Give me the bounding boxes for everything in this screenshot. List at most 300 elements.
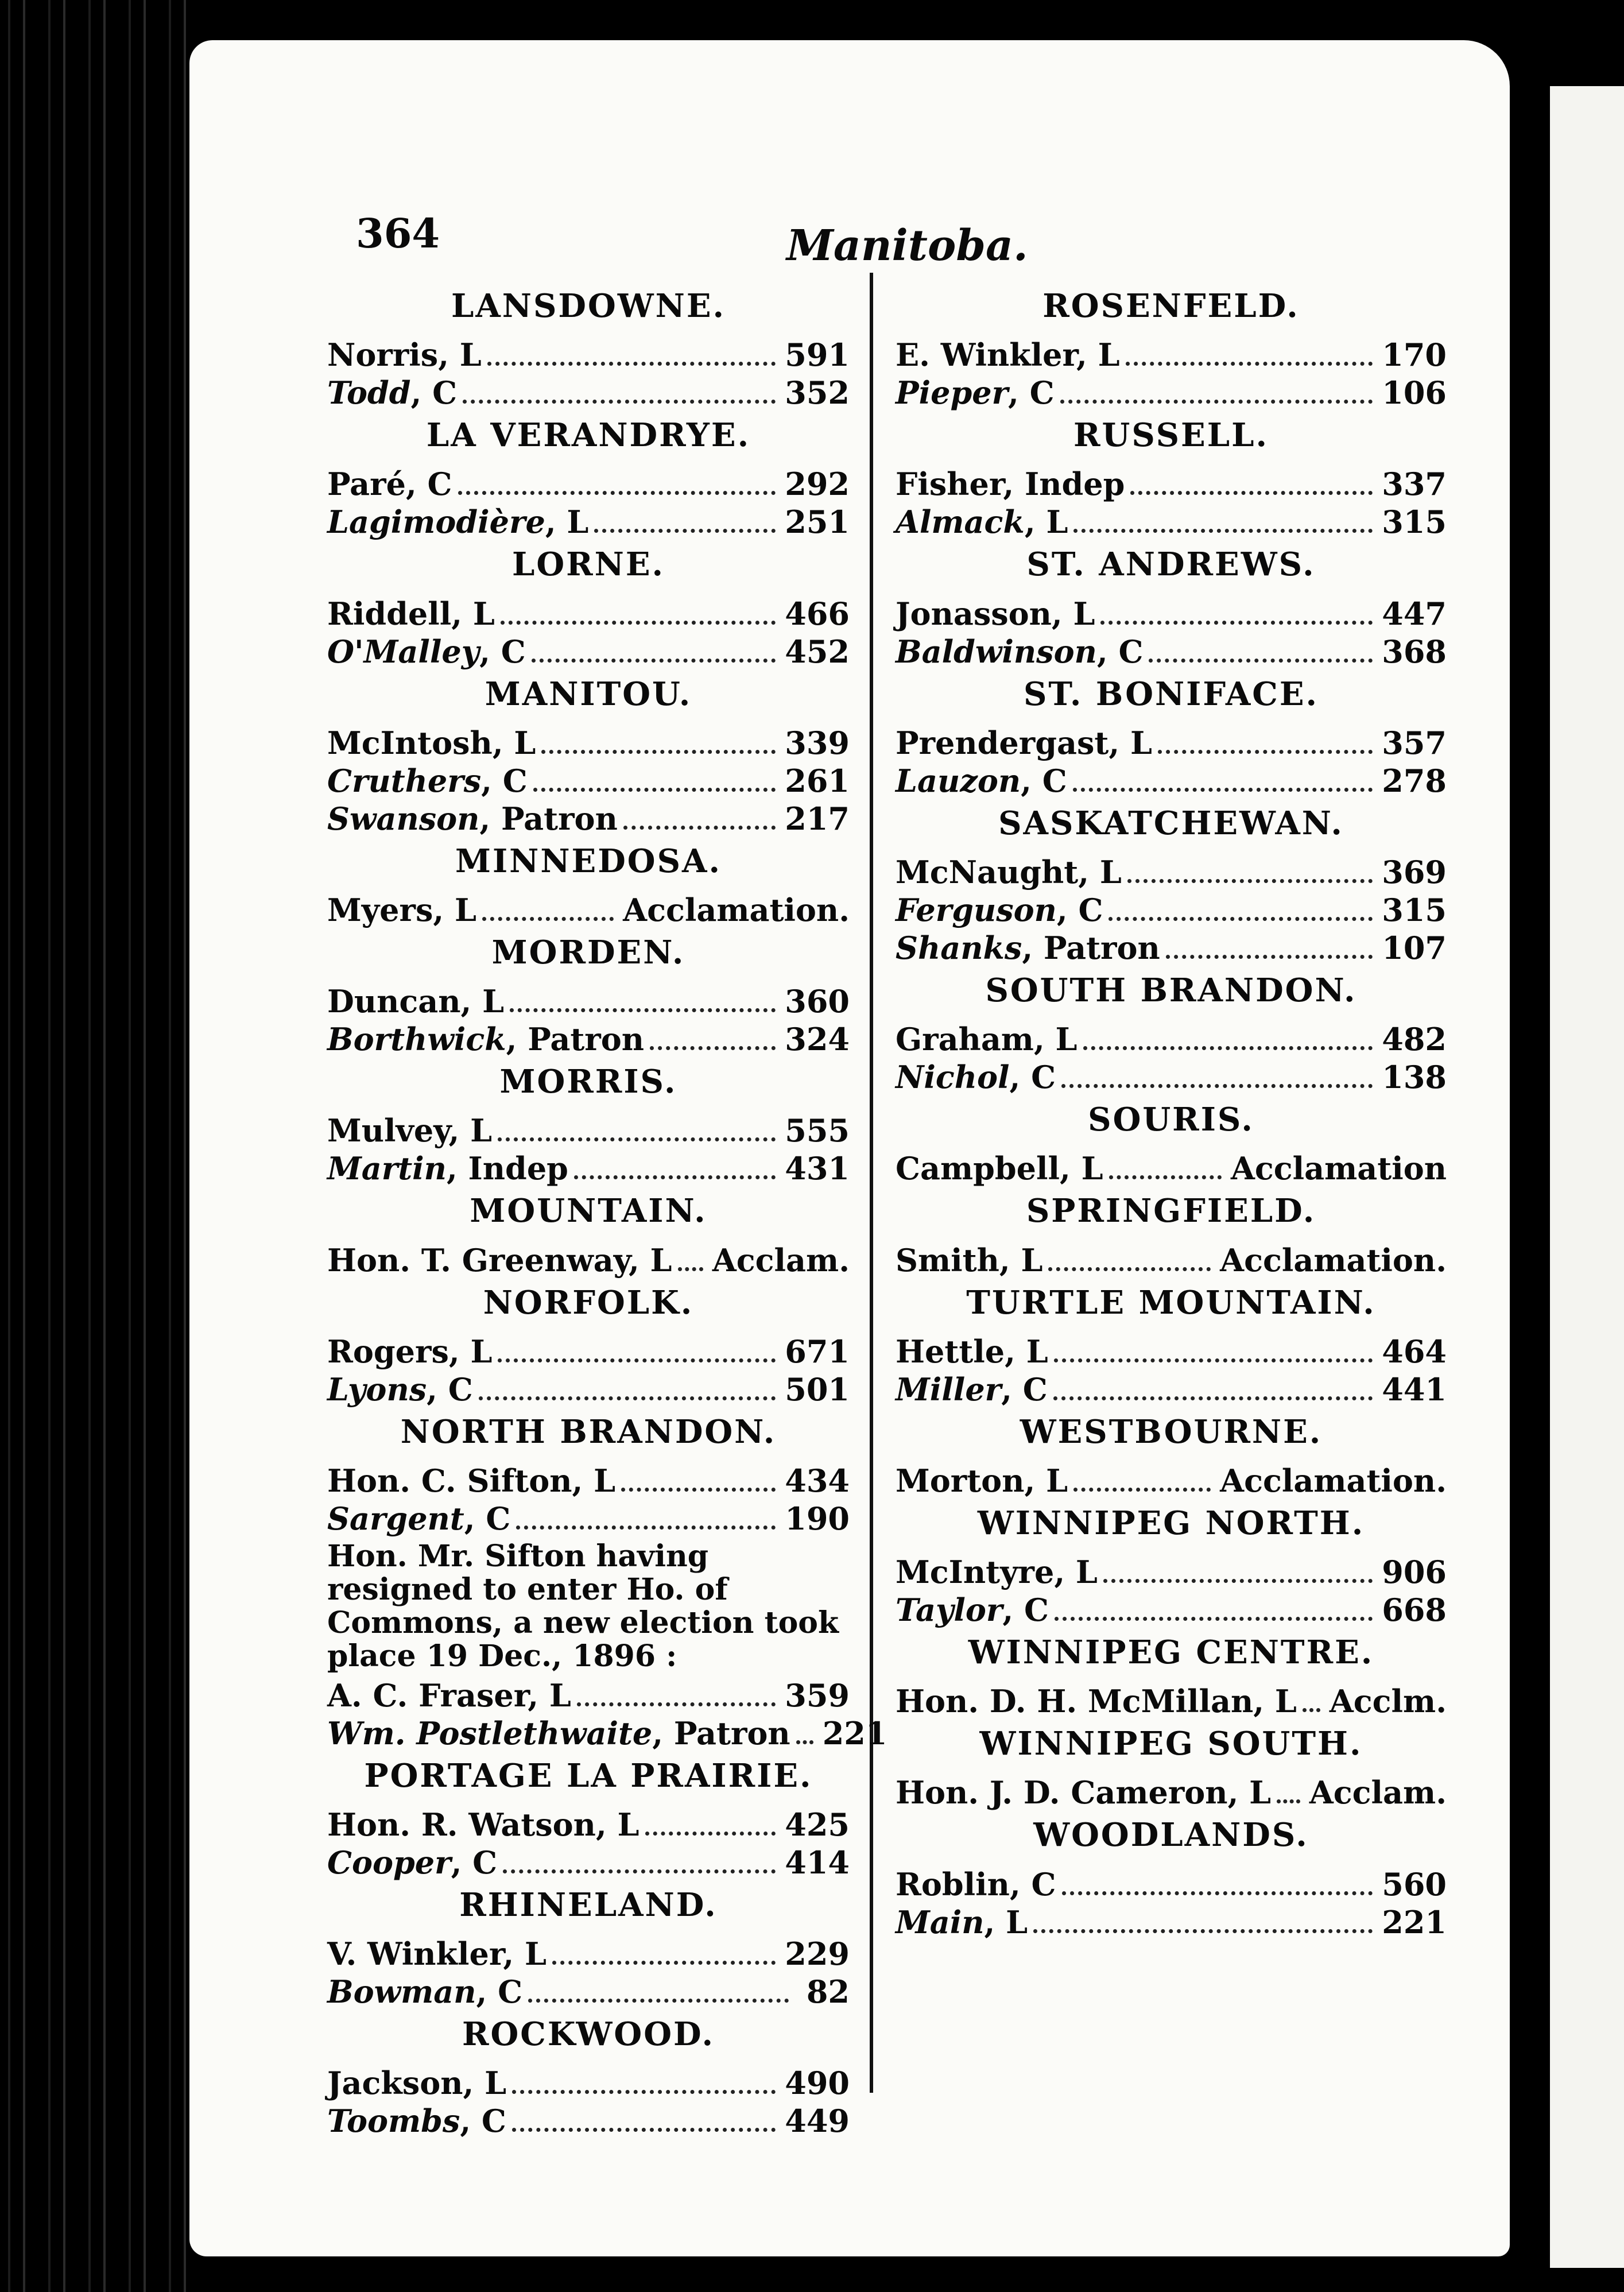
constituency-title: RHINELAND.	[459, 1886, 718, 1925]
vote-count: 339	[785, 724, 850, 761]
candidate-entry	[327, 1112, 850, 1149]
candidate-surname: Baldwinson	[896, 633, 1097, 670]
candidate-party: , L	[545, 504, 589, 541]
candidate-surname: Main	[896, 1903, 985, 1941]
constituency-section	[896, 804, 1447, 967]
candidate-name	[896, 891, 1103, 929]
candidate-name	[327, 1112, 492, 1149]
column-divider	[870, 273, 873, 2093]
dot-leader	[1303, 1708, 1320, 1712]
candidate-party: , C	[1096, 633, 1144, 670]
vote-count: 352	[785, 374, 850, 412]
constituency-section	[327, 545, 850, 670]
candidate-name	[896, 1241, 1042, 1279]
candidate-surname: E. Winkler	[896, 336, 1077, 374]
vote-count: 671	[785, 1333, 850, 1370]
vote-count: 229	[785, 1935, 850, 1973]
right-column	[896, 287, 1447, 1946]
candidate-party: , C	[479, 633, 526, 670]
constituency-section	[327, 1284, 850, 1408]
candidate-surname: Cooper	[327, 1844, 451, 1881]
vote-count: 452	[785, 633, 850, 670]
dot-leader	[482, 917, 614, 921]
vote-count: Acclamation.	[623, 891, 850, 928]
constituency-title: MOUNTAIN.	[470, 1192, 707, 1230]
candidate-name	[896, 1774, 1271, 1811]
vote-count: 251	[785, 504, 850, 541]
dot-leader	[541, 750, 776, 754]
candidate-entry	[327, 1973, 850, 2011]
candidate-name	[327, 1714, 790, 1752]
candidate-party: , L	[1033, 1021, 1078, 1058]
constituency-title: SOURIS.	[1088, 1101, 1254, 1139]
candidate-name	[327, 503, 588, 541]
candidate-party: , L	[1108, 724, 1152, 761]
dot-leader	[552, 1961, 776, 1965]
dot-leader	[1149, 659, 1373, 663]
candidate-surname: Sargent	[327, 1500, 464, 1537]
candidate-name	[327, 1149, 568, 1187]
constituency-section	[327, 2015, 850, 2140]
candidate-surname: McIntyre	[896, 1554, 1055, 1591]
candidate-name	[327, 465, 452, 503]
candidate-entry	[327, 1462, 850, 1500]
constituency-section	[896, 1101, 1447, 1187]
candidate-surname: Shanks	[896, 929, 1022, 966]
candidate-party: , L	[451, 595, 495, 632]
candidate-name	[896, 1903, 1028, 1941]
vote-count: 82	[806, 1973, 850, 2011]
candidate-party: , C	[451, 1844, 498, 1881]
vote-count: Acclamation	[1230, 1150, 1447, 1187]
candidate-name	[327, 374, 457, 412]
candidate-surname: Lagimodière	[327, 504, 545, 541]
candidate-surname: Ferguson	[896, 891, 1057, 928]
candidate-party: , L	[1253, 1683, 1297, 1720]
dot-leader	[1103, 1579, 1373, 1583]
candidate-name	[327, 1677, 571, 1714]
candidate-party: , C	[427, 1370, 473, 1408]
candidate-name	[896, 1462, 1068, 1500]
vote-count: 482	[1382, 1021, 1447, 1058]
candidate-party: , L	[999, 1241, 1043, 1279]
candidate-surname: Pieper	[896, 374, 1009, 412]
candidate-surname: Hon. R. Watson	[327, 1806, 596, 1844]
vote-count: 360	[785, 983, 850, 1020]
constituency-section	[896, 675, 1447, 800]
candidate-name	[327, 1935, 546, 1973]
candidate-surname: V. Winkler	[327, 1935, 503, 1973]
candidate-name	[327, 1020, 644, 1058]
candidate-party: , L	[1078, 853, 1122, 891]
dot-leader	[1054, 1358, 1373, 1362]
candidate-name	[896, 1591, 1049, 1629]
constituency-section	[327, 287, 850, 412]
candidate-name	[327, 595, 495, 633]
running-title: Manitoba.	[786, 221, 1028, 270]
candidate-party: , C	[1008, 374, 1055, 412]
candidate-surname: Bowman	[327, 1973, 476, 2011]
vote-count: 138	[1382, 1059, 1447, 1096]
constituency-title: RUSSELL.	[1073, 416, 1269, 455]
dot-leader	[503, 1869, 776, 1873]
dot-leader	[621, 1488, 776, 1492]
constituency-title: WINNIPEG CENTRE.	[968, 1633, 1374, 1672]
candidate-name	[327, 1500, 510, 1538]
book-spine	[0, 0, 189, 2292]
candidate-surname: A. C. Fraser	[327, 1677, 528, 1714]
vote-count: 425	[785, 1806, 850, 1844]
candidate-entry	[327, 633, 850, 671]
vote-count: 466	[785, 595, 850, 632]
candidate-party: , C	[1009, 1865, 1056, 1903]
candidate-party: , L	[463, 2065, 507, 2102]
dot-leader	[1126, 362, 1373, 366]
constituency-section	[327, 842, 850, 929]
candidate-entry	[896, 929, 1447, 967]
candidate-name	[327, 982, 504, 1020]
vote-count: 170	[1382, 336, 1447, 374]
candidate-party: , C	[464, 1500, 511, 1537]
candidate-party: , L	[1005, 1333, 1048, 1370]
candidate-name	[327, 891, 476, 929]
candidate-entry	[896, 1333, 1447, 1370]
dot-leader	[1108, 917, 1373, 921]
candidate-party: , C	[1021, 762, 1067, 799]
candidate-surname: Riddell	[327, 595, 452, 632]
candidate-party: , L	[628, 1241, 672, 1279]
candidate-surname: Lauzon	[896, 762, 1021, 799]
dot-leader	[1062, 1891, 1373, 1895]
candidate-party: , L	[1024, 504, 1068, 541]
vote-count: 107	[1382, 929, 1447, 966]
candidate-entry	[327, 762, 850, 800]
candidate-surname: McIntosh	[327, 724, 493, 761]
candidate-name	[896, 633, 1143, 671]
constituency-title: SOUTH BRANDON.	[985, 971, 1357, 1009]
candidate-entry	[327, 1677, 850, 1714]
candidate-party: , L	[1051, 595, 1095, 632]
dot-leader	[1048, 1267, 1211, 1271]
dot-leader	[1083, 1046, 1373, 1050]
candidate-surname: Roblin	[896, 1865, 1010, 1903]
candidate-surname: Hon. C. Sifton	[327, 1462, 572, 1499]
candidate-name	[327, 1333, 492, 1370]
constituency-title: ST. ANDREWS.	[1026, 545, 1316, 584]
constituency-title: SPRINGFIELD.	[1026, 1192, 1316, 1230]
candidate-entry	[896, 595, 1447, 633]
constituency-section	[896, 1284, 1447, 1408]
candidate-party: , L	[433, 891, 476, 928]
candidate-surname: Hon. J. D. Cameron	[896, 1774, 1228, 1811]
dot-leader	[1033, 1929, 1373, 1933]
vote-count: 221	[822, 1714, 887, 1752]
constituency-section	[896, 1816, 1447, 1941]
candidate-surname: Myers	[327, 891, 433, 928]
candidate-surname: Swanson	[327, 800, 480, 837]
candidate-name	[896, 1865, 1056, 1903]
constituency-title: LORNE.	[511, 545, 665, 584]
constituency-section	[327, 1063, 850, 1187]
candidate-entry	[327, 1370, 850, 1408]
candidate-entry	[896, 503, 1447, 541]
election-note: Hon. Mr. Sifton having resigned to enter Ho. of Commons, a new election took place 19 Dec., 1896 :	[327, 1538, 839, 1674]
vote-count: 278	[1382, 762, 1447, 799]
candidate-name	[327, 800, 618, 838]
candidate-party: , L	[448, 1333, 493, 1370]
candidate-entry	[896, 374, 1447, 412]
candidate-surname: Toombs	[327, 2103, 460, 2140]
candidate-surname: Norris	[327, 336, 439, 374]
candidate-name	[327, 633, 526, 671]
candidate-entry	[896, 724, 1447, 762]
dot-leader	[574, 1175, 776, 1179]
constituency-section	[327, 1192, 850, 1279]
vote-count: 315	[1382, 891, 1447, 928]
book-page	[189, 40, 1510, 2256]
dot-leader	[528, 1999, 789, 2003]
dot-leader	[1166, 955, 1373, 959]
vote-count: Acclam.	[712, 1241, 850, 1279]
candidate-name	[896, 1682, 1297, 1720]
candidate-entry	[327, 336, 850, 374]
dot-leader	[577, 1702, 776, 1706]
vote-count: 221	[1382, 1903, 1447, 1941]
candidate-name	[327, 336, 482, 374]
candidate-party: , L	[1227, 1774, 1272, 1811]
candidate-name	[896, 1020, 1078, 1058]
candidate-entry	[327, 2102, 850, 2140]
vote-count: Acclm.	[1329, 1683, 1447, 1720]
candidate-entry	[327, 1714, 887, 1752]
candidate-party: , Patron	[652, 1714, 790, 1752]
dot-leader	[479, 1396, 776, 1400]
vote-count: 464	[1382, 1333, 1447, 1370]
dot-leader	[533, 788, 776, 792]
vote-count: 555	[785, 1112, 850, 1149]
dot-leader	[1127, 879, 1373, 883]
dot-leader	[1053, 1396, 1373, 1400]
dot-leader	[1073, 788, 1373, 792]
constituency-section	[327, 1886, 850, 2011]
candidate-surname: Campbell	[896, 1150, 1060, 1187]
candidate-party: , C	[460, 2103, 506, 2140]
candidate-name	[896, 762, 1067, 800]
constituency-section	[896, 287, 1447, 412]
candidate-name	[896, 336, 1120, 374]
candidate-surname: Jackson	[327, 2065, 463, 2102]
candidate-entry	[896, 1553, 1447, 1591]
candidate-party: , L	[460, 983, 505, 1020]
candidate-entry	[327, 800, 850, 838]
constituency-section	[896, 1192, 1447, 1279]
candidate-party: , L	[984, 1903, 1028, 1941]
candidate-party: , L	[492, 724, 536, 761]
candidate-surname: Nichol	[896, 1059, 1010, 1096]
constituency-title: SASKATCHEWAN.	[998, 804, 1344, 842]
candidate-entry	[327, 982, 850, 1020]
dot-leader	[623, 826, 776, 830]
constituency-title: MINNEDOSA.	[455, 842, 722, 880]
vote-count: 591	[785, 336, 850, 374]
constituency-section	[327, 675, 850, 838]
constituency-title: ROCKWOOD.	[462, 2015, 715, 2054]
left-column	[327, 287, 887, 2144]
dot-leader	[650, 1046, 776, 1050]
candidate-name	[896, 1553, 1098, 1591]
constituency-section	[896, 1504, 1447, 1629]
dot-leader	[498, 1358, 776, 1362]
vote-count: 261	[785, 762, 850, 799]
vote-count: 217	[785, 800, 850, 837]
candidate-name	[896, 929, 1160, 967]
dot-leader	[1055, 1617, 1373, 1621]
candidate-name	[327, 1370, 473, 1408]
candidate-party: , C	[1056, 891, 1103, 928]
candidate-entry	[327, 465, 850, 503]
candidate-surname: Almack	[896, 504, 1025, 541]
candidate-party: , Patron	[479, 800, 618, 837]
dot-leader	[512, 2090, 776, 2094]
vote-count: 315	[1382, 504, 1447, 541]
dot-leader	[458, 491, 776, 495]
candidate-entry	[896, 1370, 1447, 1408]
candidate-party: , L	[1060, 1150, 1103, 1187]
dot-leader	[1130, 491, 1373, 495]
candidate-entry	[327, 2064, 850, 2102]
candidate-surname: Todd	[327, 374, 411, 412]
candidate-entry	[896, 1241, 1447, 1279]
constituency-title: WESTBOURNE.	[1020, 1412, 1323, 1451]
dot-leader	[796, 1740, 813, 1744]
candidate-name	[327, 1806, 639, 1844]
candidate-party: , C	[476, 1973, 523, 2011]
vote-count: 449	[785, 2103, 850, 2140]
constituency-title: MANITOU.	[485, 675, 692, 713]
candidate-entry	[896, 853, 1447, 891]
vote-count: 369	[1382, 853, 1447, 891]
candidate-entry	[896, 1682, 1447, 1720]
candidate-entry	[896, 465, 1447, 503]
candidate-entry	[327, 1935, 850, 1973]
candidate-name	[327, 2064, 506, 2102]
candidate-entry	[896, 1903, 1447, 1941]
candidate-entry	[327, 374, 850, 412]
candidate-party: , C	[1001, 1370, 1048, 1408]
vote-count: 441	[1382, 1370, 1447, 1408]
candidate-surname: Taylor	[896, 1592, 1003, 1629]
candidate-name	[896, 503, 1068, 541]
constituency-title: MORRIS.	[499, 1063, 677, 1101]
constituency-title: PORTAGE LA PRAIRIE.	[364, 1756, 813, 1795]
candidate-name	[896, 724, 1152, 762]
constituency-section	[896, 545, 1447, 670]
vote-count: 906	[1382, 1554, 1447, 1591]
candidate-surname: Miller	[896, 1370, 1002, 1408]
candidate-entry	[327, 724, 850, 762]
candidate-name	[896, 853, 1122, 891]
candidate-name	[327, 1973, 522, 2011]
candidate-party: , L	[595, 1806, 639, 1844]
candidate-entry	[896, 762, 1447, 800]
dot-leader	[1100, 621, 1373, 625]
candidate-entry	[896, 336, 1447, 374]
candidate-party: , Patron	[506, 1021, 645, 1058]
candidate-party: , Indep	[1003, 466, 1125, 503]
dot-leader	[1073, 1488, 1211, 1492]
page-header	[189, 187, 1510, 270]
candidate-name	[327, 1844, 497, 1881]
candidate-surname: Lyons	[327, 1370, 427, 1408]
candidate-surname: Paré	[327, 466, 406, 503]
candidate-entry	[327, 1500, 850, 1538]
candidate-party: , C	[1009, 1059, 1056, 1096]
candidate-entry	[896, 1058, 1447, 1096]
constituency-section	[327, 1412, 887, 1752]
dot-leader	[594, 529, 776, 533]
dot-leader	[463, 400, 776, 404]
vote-count: 324	[785, 1021, 850, 1058]
candidate-entry	[896, 633, 1447, 671]
candidate-surname: Cruthers	[327, 762, 482, 799]
vote-count: Acclam.	[1309, 1774, 1447, 1811]
constituency-title: WINNIPEG NORTH.	[977, 1504, 1365, 1542]
constituency-section	[327, 416, 850, 541]
constituency-title: ROSENFELD.	[1042, 287, 1300, 325]
vote-count: 431	[785, 1150, 850, 1187]
candidate-surname: McNaught	[896, 853, 1079, 891]
dot-leader	[678, 1267, 703, 1271]
candidate-name	[327, 2102, 506, 2140]
dot-leader	[1109, 1175, 1222, 1179]
dot-leader	[501, 621, 776, 625]
dot-leader	[1060, 400, 1373, 404]
dot-leader	[645, 1832, 776, 1836]
dot-leader	[510, 1008, 776, 1012]
candidate-surname: Hettle	[896, 1333, 1005, 1370]
vote-count: 668	[1382, 1592, 1447, 1629]
vote-count: 337	[1382, 466, 1447, 503]
constituency-section	[896, 1725, 1447, 1811]
vote-count: 359	[785, 1677, 850, 1714]
candidate-entry	[896, 1591, 1447, 1629]
constituency-section	[327, 934, 850, 1058]
candidate-party: , L	[448, 1112, 493, 1149]
candidate-party: , L	[438, 336, 482, 374]
candidate-name	[896, 1333, 1048, 1370]
candidate-surname: Borthwick	[327, 1021, 506, 1058]
candidate-surname: Jonasson	[896, 595, 1052, 632]
vote-count: 414	[785, 1844, 850, 1881]
vote-count: 447	[1382, 595, 1447, 632]
vote-count: 560	[1382, 1865, 1447, 1903]
candidate-party: , L	[503, 1935, 546, 1973]
candidate-name	[327, 1241, 672, 1279]
constituency-title: LA VERANDRYE.	[426, 416, 751, 455]
constituency-title: ST. BONIFACE.	[1023, 675, 1319, 713]
dot-leader	[1061, 1084, 1373, 1088]
vote-count: Acclamation.	[1220, 1462, 1447, 1499]
candidate-name	[327, 724, 536, 762]
constituency-title: TURTLE MOUNTAIN.	[966, 1283, 1376, 1322]
dot-leader	[1158, 750, 1373, 754]
candidate-entry	[327, 1149, 850, 1187]
candidate-entry	[896, 1865, 1447, 1903]
candidate-entry	[327, 595, 850, 633]
candidate-party: , Patron	[1022, 929, 1160, 966]
constituency-title: NORTH BRANDON.	[400, 1412, 777, 1451]
vote-count: 357	[1382, 724, 1447, 761]
